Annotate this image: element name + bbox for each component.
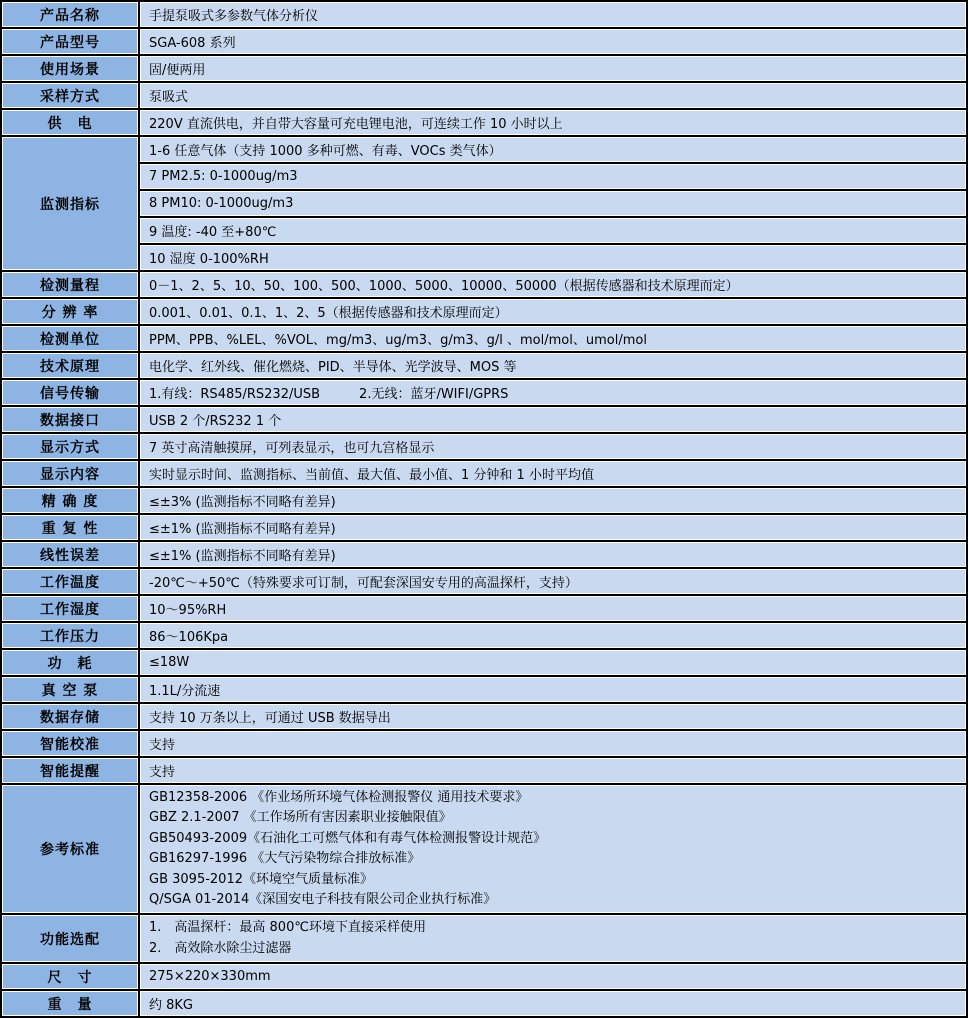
- spec-value-line: GB 3095-2012《环境空气质量标准》: [149, 871, 373, 887]
- spec-value: SGA-608 系列: [140, 29, 966, 54]
- spec-value-line: GB50493-2009《石油化工可燃气体和有毒气体检测报警设计规范》: [149, 830, 547, 846]
- table-row: [2, 218, 966, 243]
- spec-label: 采样方式: [2, 83, 138, 108]
- spec-value: 支持 10 万条以上，可通过 USB 数据导出: [140, 704, 966, 729]
- spec-value-line: 1. 高温探杆：最高 800℃环境下直接采样使用: [149, 920, 426, 936]
- spec-value: 275×220×330mm: [140, 964, 966, 989]
- table-row: [2, 434, 966, 459]
- spec-value-line: GB16297-1996 《大气污染物综合排放标准》: [149, 851, 421, 867]
- table-row: [2, 380, 966, 405]
- spec-value-line: Q/SGA 01-2014《深国安电子科技有限公司企业执行标准》: [149, 892, 497, 908]
- table-row: [2, 461, 966, 486]
- spec-label: 功 耗: [2, 650, 138, 675]
- spec-label: 精 确 度: [2, 488, 138, 513]
- spec-value: ≤±3% (监测指标不同略有差异): [140, 488, 966, 513]
- spec-label: 智能校准: [2, 731, 138, 756]
- spec-value: 0－1、2、5、10、50、100、500、1000、5000、10000、50000（根据传感器和技术原理而定）: [140, 272, 966, 297]
- table-row: [2, 991, 966, 1016]
- spec-label: 尺 寸: [2, 964, 138, 989]
- spec-value: ≤18W: [140, 650, 966, 675]
- spec-value: 0.001、0.01、0.1、1、2、5（根据传感器和技术原理而定）: [140, 299, 966, 324]
- table-row: [2, 542, 966, 567]
- table-row: [2, 29, 966, 54]
- spec-value-line: GBZ 2.1-2007 《工作场所有害因素职业接触限值》: [149, 810, 452, 826]
- table-row: [2, 650, 966, 675]
- spec-label: 技术原理: [2, 353, 138, 378]
- spec-label: 显示方式: [2, 434, 138, 459]
- spec-value-line: 2. 高效除水除尘过滤器: [149, 940, 292, 956]
- spec-label: 重 复 性: [2, 515, 138, 540]
- table-row: [2, 569, 966, 594]
- spec-value: [140, 915, 966, 962]
- spec-table-body: [2, 2, 966, 1016]
- spec-label: 重 量: [2, 991, 138, 1016]
- spec-label: 产品名称: [2, 2, 138, 27]
- table-row: [2, 488, 966, 513]
- spec-value: 手提泵吸式多参数气体分析仪: [140, 2, 966, 27]
- table-row: [2, 272, 966, 297]
- spec-label: 参考标准: [2, 785, 138, 913]
- table-row: [2, 56, 966, 81]
- spec-label: 使用场景: [2, 56, 138, 81]
- spec-value: 约 8KG: [140, 991, 966, 1016]
- spec-label: 真 空 泵: [2, 677, 138, 702]
- spec-value: 实时显示时间、监测指标、当前值、最大值、最小值、1 分钟和 1 小时平均值: [140, 461, 966, 486]
- table-row: [2, 191, 966, 216]
- spec-value: 220V 直流供电，并自带大容量可充电锂电池，可连续工作 10 小时以上: [140, 110, 966, 135]
- spec-label: 供 电: [2, 110, 138, 135]
- table-row: [2, 110, 966, 135]
- spec-value: 9 温度: -40 至+80℃: [140, 218, 966, 243]
- spec-value: 电化学、红外线、催化燃烧、PID、半导体、光学波导、MOS 等: [140, 353, 966, 378]
- table-row: [2, 515, 966, 540]
- spec-label: 检测单位: [2, 326, 138, 351]
- table-row: [2, 2, 966, 27]
- spec-value: 泵吸式: [140, 83, 966, 108]
- spec-value-line: GB12358-2006 《作业场所环境气体检测报警仪 通用技术要求》: [149, 790, 529, 805]
- table-row: [2, 299, 966, 324]
- spec-label: 信号传输: [2, 380, 138, 405]
- spec-label: 数据接口: [2, 407, 138, 432]
- spec-label: 检测量程: [2, 272, 138, 297]
- table-row: [2, 326, 966, 351]
- spec-label: 智能提醒: [2, 758, 138, 783]
- spec-value: 86～106Kpa: [140, 623, 966, 648]
- table-row: [2, 83, 966, 108]
- spec-label: 工作温度: [2, 569, 138, 594]
- spec-label: 数据存储: [2, 704, 138, 729]
- spec-value: 1.有线：RS485/RS232/USB 2.无线：蓝牙/WIFI/GPRS: [140, 380, 966, 405]
- spec-value: [140, 785, 966, 913]
- table-row: [2, 964, 966, 989]
- spec-value: 固/便两用: [140, 56, 966, 81]
- spec-value: ≤±1% (监测指标不同略有差异): [140, 515, 966, 540]
- table-row: [2, 677, 966, 702]
- table-row: [2, 164, 966, 189]
- spec-value: 7 PM2.5: 0-1000ug/m3: [140, 164, 966, 189]
- spec-label: 显示内容: [2, 461, 138, 486]
- table-row: [2, 353, 966, 378]
- table-row: [2, 245, 966, 270]
- table-row: [2, 407, 966, 432]
- spec-label: 线性误差: [2, 542, 138, 567]
- spec-label: 工作湿度: [2, 596, 138, 621]
- spec-value: 支持: [140, 758, 966, 783]
- spec-value: 10～95%RH: [140, 596, 966, 621]
- table-row: [2, 785, 966, 913]
- table-row: [2, 915, 966, 962]
- spec-label: 功能选配: [2, 915, 138, 962]
- table-row: [2, 731, 966, 756]
- spec-value: -20℃～+50℃（特殊要求可订制，可配套深国安专用的高温探杆，支持）: [140, 569, 966, 594]
- spec-label: 工作压力: [2, 623, 138, 648]
- spec-value: ≤±1% (监测指标不同略有差异): [140, 542, 966, 567]
- spec-value: 10 湿度 0-100%RH: [140, 245, 966, 270]
- table-row: [2, 623, 966, 648]
- table-row: [2, 758, 966, 783]
- spec-value: 8 PM10: 0-1000ug/m3: [140, 191, 966, 216]
- spec-value: 7 英寸高清触摸屏，可列表显示，也可九宫格显示: [140, 434, 966, 459]
- spec-value: PPM、PPB、%LEL、%VOL、mg/m3、ug/m3、g/m3、g/l 、mol/mol、umol/mol: [140, 326, 966, 351]
- spec-value: USB 2 个/RS232 1 个: [140, 407, 966, 432]
- spec-value: 支持: [140, 731, 966, 756]
- spec-label: 监测指标: [2, 137, 138, 270]
- spec-value: 1.1L/分流速: [140, 677, 966, 702]
- table-row: [2, 596, 966, 621]
- table-row: [2, 704, 966, 729]
- spec-label: 产品型号: [2, 29, 138, 54]
- table-row: [2, 137, 966, 162]
- spec-label: 分 辨 率: [2, 299, 138, 324]
- spec-value: 1-6 任意气体（支持 1000 多种可燃、有毒、VOCs 类气体）: [140, 137, 966, 162]
